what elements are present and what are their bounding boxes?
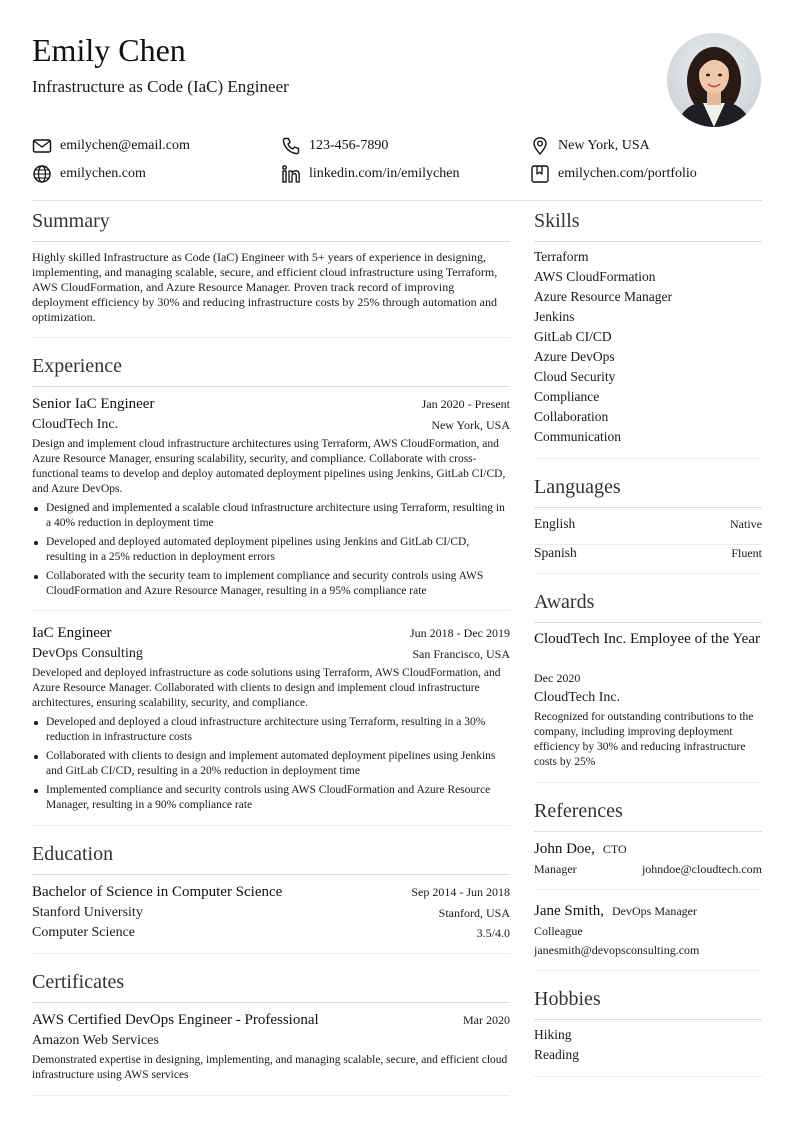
reference-1-email[interactable]: johndoe@cloudtech.com xyxy=(641,862,762,876)
language-english: English xyxy=(534,516,576,531)
certificate-issuer: Amazon Web Services xyxy=(32,1033,159,1048)
list-item: Compliance xyxy=(534,389,600,404)
certificates-end-divider xyxy=(32,1095,510,1096)
avatar xyxy=(667,33,761,127)
globe-icon xyxy=(32,164,52,184)
certificate-name: AWS Certified DevOps Engineer - Professional xyxy=(32,1012,319,1028)
job-title: Infrastructure as Code (IaC) Engineer xyxy=(32,77,289,96)
list-item: Collaboration xyxy=(534,409,609,424)
school: Stanford University xyxy=(32,905,143,920)
awards-end-divider xyxy=(534,782,762,783)
contact-email[interactable] xyxy=(32,136,190,156)
education-heading: Education xyxy=(32,843,114,865)
certificate-description: Demonstrated expertise in designing, implementing, and managing scalable, secure, and efficient cloud infrastructure using AWS services xyxy=(32,1054,508,1081)
list-item: Cloud Security xyxy=(534,369,616,384)
contact-website[interactable] xyxy=(32,164,146,184)
reference-1-name: John Doe, xyxy=(534,841,595,857)
list-item: Developed and deployed automated deployment pipelines using Jenkins and GitLab CI/CD, resulting in a 25% reduction in deployment errors xyxy=(32,535,510,565)
references-heading: References xyxy=(534,800,623,822)
contact-linkedin[interactable] xyxy=(281,164,459,184)
reference-2-relation: Colleague xyxy=(534,924,583,938)
job-1-bullets xyxy=(32,501,510,603)
references-divider xyxy=(534,831,762,832)
email-text: emilychen@email.com xyxy=(60,138,190,153)
summary-text: Highly skilled Infrastructure as Code (IaC) Engineer with 5+ years of experience in designing, implementing, and managing scalable, secure, and efficient cloud infrastructure using Terraform, AWS CloudFormation, and Azure Resource Manager. Proven track record of improving deployment efficiency by 30% and reducing infrastructure costs by 25% through automation and optimization. xyxy=(32,250,498,324)
reference-2-role: DevOps Manager xyxy=(612,904,697,918)
portfolio-text: emilychen.com/portfolio xyxy=(558,166,697,181)
job-2-company: DevOps Consulting xyxy=(32,646,143,661)
languages-end-divider xyxy=(534,573,762,574)
reference-2-name: Jane Smith, xyxy=(534,903,604,919)
experience-end-divider xyxy=(32,825,510,826)
list-item: Terraform xyxy=(534,249,589,264)
list-item: GitLab CI/CD xyxy=(534,329,612,344)
reference-row-divider xyxy=(534,889,762,890)
reference-1-header xyxy=(534,839,627,859)
portfolio-icon xyxy=(530,164,550,184)
skills-end-divider xyxy=(534,458,762,459)
contact-location xyxy=(530,136,650,156)
job-1-company: CloudTech Inc. xyxy=(32,417,119,432)
summary-heading: Summary xyxy=(32,210,110,232)
hobbies-end-divider xyxy=(534,1076,762,1077)
summary-divider xyxy=(32,241,510,242)
job-1-location: New York, USA xyxy=(431,418,510,432)
experience-heading: Experience xyxy=(32,355,122,377)
awards-divider xyxy=(534,622,762,623)
profile-photo-icon xyxy=(667,33,761,127)
linkedin-text: linkedin.com/in/emilychen xyxy=(309,166,460,181)
hobbies-list xyxy=(534,1025,579,1065)
education-dates: Sep 2014 - Jun 2018 xyxy=(411,885,510,899)
list-item: Implemented compliance and security controls using AWS CloudFormation and Azure Resource Manager, resulting in a 90% compliance rate xyxy=(32,783,510,813)
reference-2-email[interactable]: janesmith@devopsconsulting.com xyxy=(534,943,700,957)
mail-icon xyxy=(32,136,52,156)
education-end-divider xyxy=(32,953,510,954)
awards-heading: Awards xyxy=(534,591,595,613)
school-location: Stanford, USA xyxy=(438,906,510,920)
reference-1-relation: Manager xyxy=(534,862,577,876)
linkedin-icon xyxy=(281,164,301,184)
education-divider xyxy=(32,874,510,875)
experience-divider xyxy=(32,386,510,387)
award-title: CloudTech Inc. Employee of the Year xyxy=(534,631,760,647)
list-item: Designed and implemented a scalable cloud infrastructure architecture using Terraform, resulting in a 40% reduction in deployment time xyxy=(32,501,510,531)
award-date: Dec 2020 xyxy=(534,671,581,685)
list-item: Collaborated with the security team to implement compliance and security controls using AWS CloudFormation and Azure Resource Manager, resulting in a 95% compliance rate xyxy=(32,569,510,599)
certificates-heading: Certificates xyxy=(32,971,125,993)
languages-divider xyxy=(534,507,762,508)
list-item: Communication xyxy=(534,429,621,444)
location-pin-icon xyxy=(530,136,550,156)
phone-icon xyxy=(281,136,301,156)
language-english-level: Native xyxy=(730,517,762,531)
references-end-divider xyxy=(534,970,762,971)
header-divider xyxy=(32,200,762,201)
job-1-description: Design and implement cloud infrastructure architectures using Terraform, AWS CloudFormation, and Azure Resource Manager, ensuring scalability, security, and compliance. Collaborate with cross-functional teams to develop and deploy automated deployment pipelines using Jenkins, GitLab CI/CD, and Azure DevOps. xyxy=(32,438,506,495)
job-2-bullets xyxy=(32,715,510,817)
job-2-location: San Francisco, USA xyxy=(412,647,510,661)
list-item: Hiking xyxy=(534,1027,572,1042)
certificate-date: Mar 2020 xyxy=(463,1013,510,1027)
phone-text: 123-456-7890 xyxy=(309,138,389,153)
skills-list xyxy=(534,247,672,447)
field-of-study: Computer Science xyxy=(32,925,136,940)
award-description: Recognized for outstanding contributions to the company, including improving deployment efficiency by 30% and reducing infrastructure costs by 25% xyxy=(534,711,754,768)
job-2-title: IaC Engineer xyxy=(32,625,112,641)
degree: Bachelor of Science in Computer Science xyxy=(32,884,283,900)
job-1-end-divider xyxy=(32,610,510,611)
languages-heading: Languages xyxy=(534,476,621,498)
list-item: Jenkins xyxy=(534,309,575,324)
hobbies-divider xyxy=(534,1019,762,1020)
list-item: Azure DevOps xyxy=(534,349,615,364)
list-item: Reading xyxy=(534,1047,579,1062)
contact-phone[interactable] xyxy=(281,136,388,156)
gpa: 3.5/4.0 xyxy=(476,926,510,940)
skills-heading: Skills xyxy=(534,210,580,232)
list-item: AWS CloudFormation xyxy=(534,269,656,284)
candidate-name: Emily Chen xyxy=(32,32,186,68)
location-text: New York, USA xyxy=(558,138,650,153)
contact-portfolio[interactable] xyxy=(530,164,697,184)
website-text: emilychen.com xyxy=(60,166,146,181)
list-item: Collaborated with clients to design and implement automated deployment pipelines using Jenkins and GitLab CI/CD, resulting in a 20% reduction in deployment time xyxy=(32,749,510,779)
job-1-dates: Jan 2020 - Present xyxy=(421,397,510,411)
reference-1-role: CTO xyxy=(602,842,627,856)
hobbies-heading: Hobbies xyxy=(534,988,601,1010)
list-item: Developed and deployed a cloud infrastructure architecture using Terraform, resulting in a 30% reduction in infrastructure costs xyxy=(32,715,510,745)
list-item: Azure Resource Manager xyxy=(534,289,672,304)
skills-divider xyxy=(534,241,762,242)
job-1-title: Senior IaC Engineer xyxy=(32,396,155,412)
reference-2-header xyxy=(534,901,697,921)
language-spanish-level: Fluent xyxy=(731,546,762,560)
award-issuer: CloudTech Inc. xyxy=(534,690,621,705)
job-2-description: Developed and deployed infrastructure as code solutions using Terraform, AWS CloudFormation, and Azure Resource Manager. Collaborated with clients to design and implement cloud infrastructure architectures, ensuring scalability, security, and compliance. xyxy=(32,667,501,709)
job-2-dates: Jun 2018 - Dec 2019 xyxy=(410,626,510,640)
language-spanish: Spanish xyxy=(534,545,577,560)
certificates-divider xyxy=(32,1002,510,1003)
summary-end-divider xyxy=(32,337,510,338)
